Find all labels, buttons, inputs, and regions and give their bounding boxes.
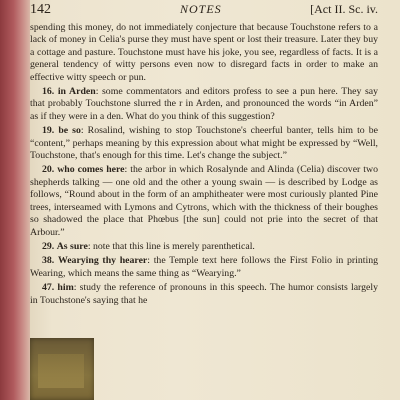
act-scene-reference: [Act II. Sc. iv. (310, 2, 378, 16)
book-spine (0, 0, 30, 400)
opening-paragraph: spending this money, do not immediately conjecture that because Touchstone refers to a lack of money in Celia's purse they must have spent or lost their treasure. Later they buy a cottage and pasture. Touchstone must have his joke, you see, regardless of facts. It is a general tendency of witty persons even now to disregard facts in order to make an effective witty speech or pun. (30, 22, 378, 83)
note-lemma: him (57, 282, 74, 294)
note-number: 47. (42, 282, 55, 294)
note-lemma: who comes here (57, 164, 125, 176)
note-number: 19. (42, 125, 55, 137)
note-number: 16. (42, 86, 55, 98)
note-38 (30, 255, 378, 280)
note-number: 29. (42, 240, 55, 252)
note-16 (30, 86, 378, 123)
note-text: : Rosalind, wishing to stop Touchstone's cheerful banter, tells him to be “content,” perhaps meaning by this expression about what might be expressed by “Well, Touchstone, that's enough for this time. Let's change the subject.” (30, 125, 378, 162)
note-29 (30, 241, 378, 253)
note-lemma: As sure (56, 240, 88, 252)
note-text: : study the reference of pronouns in this speech. The humor consists largely in Touchstone's saying that he (30, 282, 378, 306)
note-text: : some commentators and editors profess to see a pun here. They say that probably Touchstone slurred the r in Arden, and pronounced the words “in Arden” as if they were in a den. What do you think of this suggestion? (30, 86, 379, 122)
running-title: NOTES (180, 2, 222, 16)
note-lemma: be so (58, 125, 81, 137)
note-text: : the Temple text here follows the First Folio in printing Wearing, which means the same thing as “Wearying.” (30, 255, 379, 279)
note-number: 20. (42, 164, 55, 176)
page-number: 142 (30, 2, 51, 17)
note-number: 38. (42, 255, 55, 267)
note-text: : the arbor in which Rosalynde and Alinda (Celia) discover two shepherds talking — one old and the other a young swain — is described by Lodge as follows, “Round about in the form of an amphitheater were most curiously planted Pine trees, interseamed with Lymons and Cytrons, which with the thickness of their boughes so shadowed the place that Phœbus [the sun] could not prie into the secret of that Arbour.” (30, 164, 378, 238)
bookmark-tab (30, 338, 94, 400)
page-body (30, 22, 378, 309)
note-20 (30, 164, 378, 238)
note-19 (30, 125, 378, 162)
note-47 (30, 282, 378, 307)
note-lemma: in Arden (57, 86, 96, 98)
note-lemma: Wearying thy hearer (57, 255, 148, 267)
note-text: : note that this line is merely parenthetical. (87, 240, 255, 252)
page-header (30, 0, 378, 18)
